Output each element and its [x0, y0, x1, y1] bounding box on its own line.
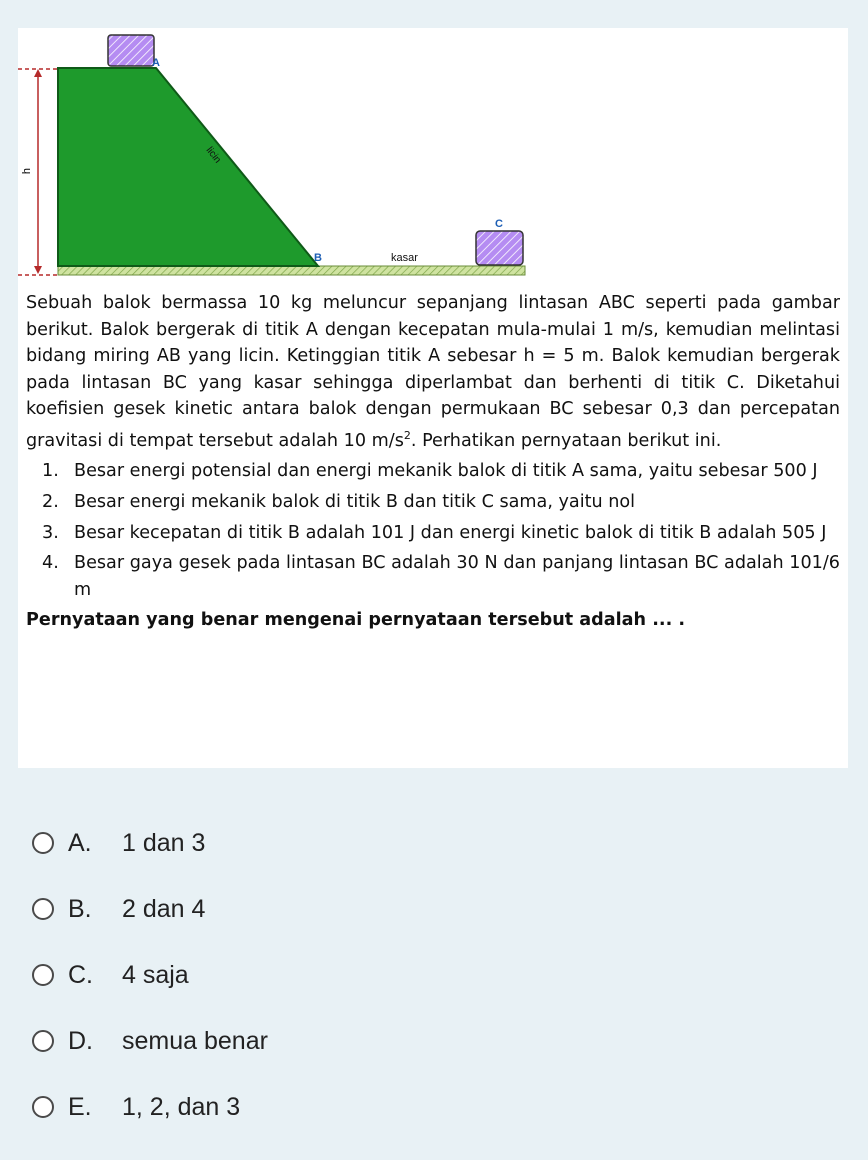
radio-button[interactable] [32, 1030, 54, 1052]
label-b: B [314, 252, 322, 264]
option-c[interactable]: C. 4 saja [32, 950, 632, 1000]
radio-button[interactable] [32, 964, 54, 986]
statement-item: 1. Besar energi potensial dan energi mekanik balok di titik A sama, yaitu sebesar 500 J [42, 461, 818, 482]
label-licin: licin [203, 145, 223, 166]
statement-item: 2. Besar energi mekanik balok di titik B dan titik C sama, yaitu nol [42, 492, 636, 513]
block-c [476, 231, 523, 265]
answer-options [32, 818, 632, 1148]
statement-item: 3. Besar kecepatan di titik B adalah 101 J dan energi kinetic balok di titik B adalah 505 J [42, 522, 827, 543]
physics-diagram [18, 28, 848, 288]
label-a: A [152, 57, 160, 69]
statement-list [26, 458, 840, 603]
radio-button[interactable] [32, 1096, 54, 1118]
height-arrow-bottom [34, 266, 42, 274]
question-card [18, 28, 848, 768]
label-c: C [495, 218, 503, 230]
radio-button[interactable] [32, 898, 54, 920]
option-d[interactable]: D. semua benar [32, 1016, 632, 1066]
option-b[interactable]: B. 2 dan 4 [32, 884, 632, 934]
statement-item: 4. Besar gaya gesek pada lintasan BC adalah 30 N dan panjang lintasan BC adalah 101/6 m [42, 553, 840, 600]
option-a[interactable]: A. 1 dan 3 [32, 818, 632, 868]
question-intro: Sebuah balok bermassa 10 kg meluncur sepanjang lintasan ABC seperti pada gambar berikut. Balok bergerak di titik A dengan kecepatan mula-mulai 1 m/s, kemudian melintasi bidang miring AB yang licin. Ketinggian titik A sebesar h = 5 m. Balok kemudian bergerak pada lintasan BC yang kasar sehingga diperlambat dan berhenti di titik C. Diketahui koefisien gesek kinetic antara balok dengan permukaan BC sebesar 0,3 dan percepatan gravitasi di tempat tersebut adalah 10 $m/s^2$. Perhatikan pernyataan berikut ini. [26, 293, 840, 451]
height-arrow-top [34, 69, 42, 77]
ground-surface [58, 266, 525, 275]
question-text [26, 290, 840, 634]
label-h: h [21, 167, 33, 175]
label-kasar: kasar [391, 252, 418, 264]
option-e[interactable]: E. 1, 2, dan 3 [32, 1082, 632, 1132]
gravity-value: 10 $m/s^2$ [343, 428, 411, 451]
block-a [108, 35, 154, 66]
radio-button[interactable] [32, 832, 54, 854]
ramp [58, 68, 318, 266]
question-prompt: Pernyataan yang benar mengenai pernyataan tersebut adalah ... . [26, 610, 686, 631]
